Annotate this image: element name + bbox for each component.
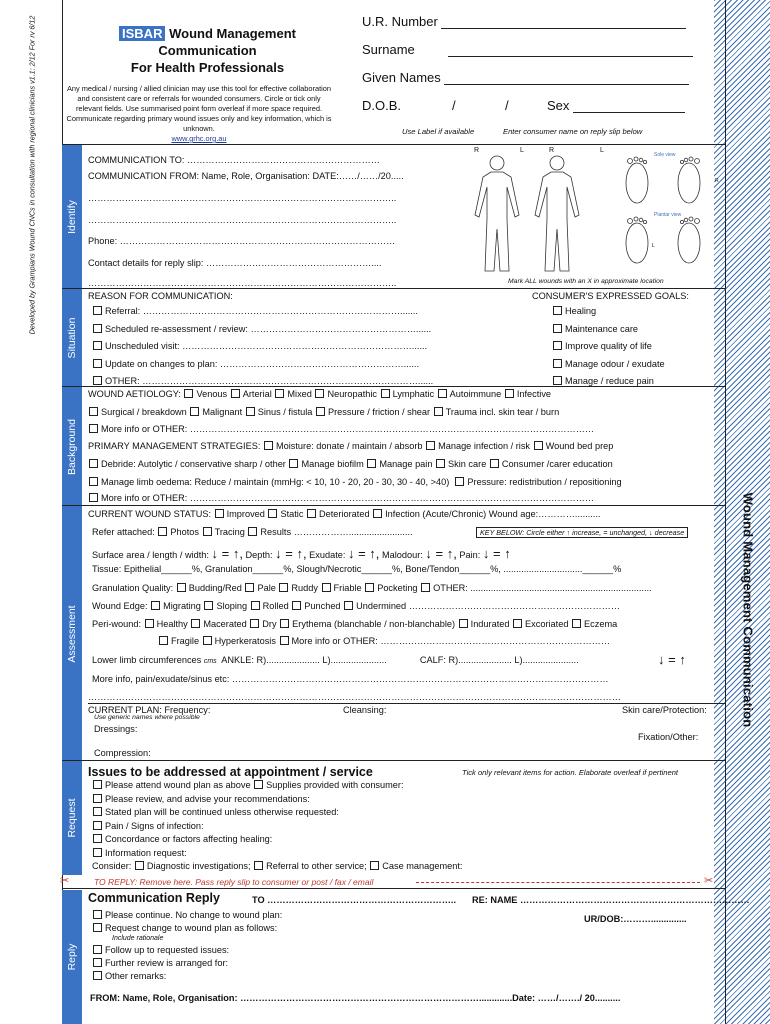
peri-option-0[interactable]: Healthy bbox=[144, 619, 188, 629]
aetiology-option-2[interactable]: Mixed bbox=[274, 389, 312, 399]
strategies-row-1: PRIMARY MANAGEMENT STRATEGIES: Moisture: donate / maintain / absorb Manage infection / risk Wound bed prep bbox=[88, 441, 614, 451]
reply-item-b-1[interactable]: Further review is arranged for: bbox=[92, 958, 228, 968]
strategy-option-b-1[interactable]: Manage biofilm bbox=[288, 459, 363, 469]
request-tab: Request bbox=[62, 761, 82, 875]
checkbox[interactable] bbox=[203, 527, 212, 536]
checkbox[interactable] bbox=[215, 509, 224, 518]
refer-option-0[interactable]: Photos bbox=[157, 527, 199, 537]
checkbox[interactable] bbox=[280, 636, 289, 645]
peri-option-6[interactable]: Eczema bbox=[571, 619, 617, 629]
back-right-label: R bbox=[549, 147, 555, 154]
label-note: Use Label if available bbox=[402, 127, 475, 136]
request-item-5[interactable]: Information request: bbox=[92, 848, 187, 858]
checkbox[interactable] bbox=[289, 459, 298, 468]
checkbox[interactable] bbox=[159, 636, 168, 645]
checkbox[interactable] bbox=[370, 861, 379, 870]
checkbox[interactable] bbox=[250, 619, 259, 628]
mark-wounds-note: Mark ALL wounds with an X in approximate location bbox=[508, 278, 664, 285]
plan-fixation[interactable]: Fixation/Other: bbox=[638, 732, 699, 742]
checkbox[interactable] bbox=[280, 619, 289, 628]
peri-option-5[interactable]: Excoriated bbox=[512, 619, 568, 629]
reason-option-4[interactable]: OTHER: ………………………………………………………………………………...... bbox=[92, 376, 433, 386]
checkbox[interactable] bbox=[307, 509, 316, 518]
title-line-1: Wound Management bbox=[169, 26, 296, 41]
checkbox[interactable] bbox=[231, 389, 240, 398]
checkbox[interactable] bbox=[93, 376, 102, 385]
limb-row[interactable]: Lower limb circumferences cms ANKLE: R)..................... L)...................... CALF: R)..................... L)...................... bbox=[92, 655, 579, 665]
consider-option-1[interactable]: Referral to other service; bbox=[253, 861, 367, 871]
dotted-line[interactable]: ……………………………………………………………………………………….. bbox=[88, 215, 397, 225]
dotted-line[interactable]: ……………………………………………………………………………………….. bbox=[88, 193, 397, 203]
aetiology-option-0[interactable]: Venous bbox=[183, 389, 227, 399]
website-link[interactable]: www.grhc.org.au bbox=[171, 134, 227, 143]
checkbox[interactable] bbox=[505, 389, 514, 398]
checkbox[interactable] bbox=[93, 848, 102, 857]
checkbox[interactable] bbox=[373, 509, 382, 518]
checkbox[interactable] bbox=[367, 459, 376, 468]
checkbox[interactable] bbox=[145, 619, 154, 628]
checkbox[interactable] bbox=[248, 527, 257, 536]
edge-option-2[interactable]: Rolled bbox=[250, 601, 289, 611]
checkbox[interactable] bbox=[93, 306, 102, 315]
goal-option-2[interactable]: Improve quality of life bbox=[552, 341, 652, 351]
sole-view-label: Sole view bbox=[654, 152, 676, 158]
background-tab: Background bbox=[62, 387, 82, 506]
checkbox[interactable] bbox=[89, 407, 98, 416]
measure-1[interactable]: Depth: ↓ = ↑, bbox=[245, 546, 307, 561]
checkbox[interactable] bbox=[553, 306, 562, 315]
dob-slash-1: / bbox=[452, 98, 456, 113]
request-item-2[interactable]: Stated plan will be continued unless otherwise requested: bbox=[92, 807, 339, 817]
peri-option-4[interactable]: Indurated bbox=[458, 619, 510, 629]
reason-option-2[interactable]: Unscheduled visit: …………………………………………………………………...... bbox=[92, 341, 427, 351]
checkbox[interactable] bbox=[204, 601, 213, 610]
request-item-1[interactable]: Please review, and advise your recommendations: bbox=[92, 794, 310, 804]
granulation-option-2[interactable]: Ruddy bbox=[278, 583, 318, 593]
feet-diagram[interactable] bbox=[617, 155, 722, 267]
consider-option-0[interactable]: Diagnostic investigations; bbox=[134, 861, 251, 871]
strategy-option-2[interactable]: Wound bed prep bbox=[533, 441, 614, 451]
granulation-option-0[interactable]: Budding/Red bbox=[176, 583, 242, 593]
oedema-row: Manage limb oedema: Reduce / maintain (mmHg: < 10, 10 - 20, 20 - 30, 30 - 40, >40) Pressure: redistribution / repositioning bbox=[88, 477, 622, 487]
aetiology-option-b-3[interactable]: Pressure / friction / shear bbox=[315, 407, 430, 417]
checkbox[interactable] bbox=[203, 636, 212, 645]
checkbox[interactable] bbox=[177, 583, 186, 592]
checkbox[interactable] bbox=[93, 971, 102, 980]
reply-item-0[interactable]: Please continue. No change to wound plan: bbox=[92, 910, 282, 920]
checkbox[interactable] bbox=[93, 945, 102, 954]
checkbox[interactable] bbox=[275, 389, 284, 398]
checkbox[interactable] bbox=[279, 583, 288, 592]
edge-option-4[interactable]: Undermined …………………………………………………………… bbox=[343, 601, 620, 611]
checkbox[interactable] bbox=[553, 359, 562, 368]
checkbox[interactable] bbox=[534, 441, 543, 450]
dotted-line[interactable]: ……………………………………………………………………………………….. bbox=[88, 278, 397, 288]
title-line-3: For Health Professionals bbox=[130, 60, 285, 75]
request-section bbox=[62, 760, 726, 874]
back-left-label: L bbox=[600, 147, 604, 154]
checkbox[interactable] bbox=[315, 389, 324, 398]
checkbox[interactable] bbox=[344, 601, 353, 610]
reason-option-3[interactable]: Update on changes to plan: ……………………………………………………...... bbox=[92, 359, 419, 369]
refer-option-2[interactable]: Results ………………......................... bbox=[247, 527, 412, 537]
generic-names-note: Use generic names where possible bbox=[94, 714, 200, 721]
status-option-3[interactable]: Infection (Acute/Chronic) bbox=[372, 509, 486, 519]
plan-frequency[interactable]: CURRENT PLAN: Frequency: bbox=[88, 705, 211, 715]
goal-option-0[interactable]: Healing bbox=[552, 306, 596, 316]
dob-slash-2: / bbox=[505, 98, 509, 113]
aetiology-option-5[interactable]: Autoimmune bbox=[437, 389, 502, 399]
aetiology-option-1[interactable]: Arterial bbox=[230, 389, 272, 399]
request-title: Issues to be addressed at appointment / service bbox=[88, 765, 373, 779]
request-item-4[interactable]: Concordance or factors affecting healing: bbox=[92, 834, 272, 844]
checkbox[interactable] bbox=[184, 389, 193, 398]
checkbox[interactable] bbox=[572, 619, 581, 628]
body-diagram[interactable] bbox=[467, 153, 587, 275]
plan-compression[interactable]: Compression: bbox=[94, 748, 151, 758]
aetiology-option-6[interactable]: Infective bbox=[504, 389, 551, 399]
phone-field[interactable]: Phone: ……………………………………………………………………………… bbox=[88, 236, 396, 246]
plan-dressings[interactable]: Dressings: bbox=[94, 724, 138, 734]
more-info-row-2[interactable]: More info or OTHER: …………………………………………………………………………………………………………………… bbox=[88, 493, 594, 503]
strategy-option-b-0[interactable]: Debride: Autolytic / conservative sharp / other bbox=[88, 459, 286, 469]
reply-item-b-2[interactable]: Other remarks: bbox=[92, 971, 166, 981]
peri-option-3[interactable]: Erythema (blanchable / non-blanchable) bbox=[279, 619, 455, 629]
reply-item-1[interactable]: Request change to wound plan as follows: bbox=[92, 923, 277, 933]
aetiology-option-4[interactable]: Lymphatic bbox=[380, 389, 435, 399]
checkbox[interactable] bbox=[93, 834, 102, 843]
scissors-icon-left: ✂ bbox=[60, 875, 70, 887]
checkbox[interactable] bbox=[158, 527, 167, 536]
strategies-row-2 bbox=[88, 459, 613, 469]
granulation-option-5[interactable]: OTHER: ....................................................................... bbox=[420, 583, 652, 593]
checkbox[interactable] bbox=[553, 324, 562, 333]
peri-option-1[interactable]: Macerated bbox=[190, 619, 246, 629]
goal-option-1[interactable]: Maintenance care bbox=[552, 324, 638, 334]
checkbox[interactable] bbox=[93, 780, 102, 789]
checkbox[interactable] bbox=[513, 619, 522, 628]
reply-title: Communication Reply bbox=[88, 891, 220, 905]
dotted-line[interactable]: ………………………………………………………………………………………………………………………………………………………… bbox=[88, 692, 621, 702]
checkbox[interactable] bbox=[93, 341, 102, 350]
sex-field[interactable]: Sex bbox=[547, 98, 685, 113]
front-left-label: L bbox=[520, 147, 524, 154]
request-note: Tick only relevant items for action. Elaborate overleaf if pertinent bbox=[462, 768, 679, 777]
edge-option-1[interactable]: Sloping bbox=[203, 601, 247, 611]
identify-tab: Identify bbox=[62, 145, 82, 289]
checkbox[interactable] bbox=[254, 861, 263, 870]
checkbox[interactable] bbox=[381, 389, 390, 398]
checkbox[interactable] bbox=[93, 359, 102, 368]
status-option-1[interactable]: Static bbox=[267, 509, 303, 519]
strategy-option-b-3[interactable]: Skin care bbox=[435, 459, 486, 469]
identify-section bbox=[62, 144, 726, 288]
peri-option-2[interactable]: Dry bbox=[249, 619, 276, 629]
assessment-tab: Assessment bbox=[62, 506, 82, 761]
checkbox[interactable] bbox=[438, 389, 447, 398]
aetiology-option-b-4[interactable]: Trauma incl. skin tear / burn bbox=[433, 407, 560, 417]
isbar-badge: ISBAR bbox=[119, 26, 165, 41]
granulation-option-1[interactable]: Pale bbox=[244, 583, 275, 593]
checkbox[interactable] bbox=[245, 583, 254, 592]
reply-section bbox=[60, 874, 750, 1024]
goals-heading: CONSUMER'S EXPRESSED GOALS: bbox=[532, 291, 689, 301]
checkbox[interactable] bbox=[151, 601, 160, 610]
aetiology-option-b-2[interactable]: Sinus / fistula bbox=[245, 407, 313, 417]
wound-status-row: CURRENT WOUND STATUS: Improved Static Deteriorated Infection (Acute/Chronic) Wound age:………….......... bbox=[88, 509, 601, 519]
measures-row bbox=[92, 546, 511, 561]
form-description: Any medical / nursing / allied clinician may use this tool for effective collaboration and consistent care or referrals for wounded consumers. Circle or tick only relevant fields. Use summarised point form overleaf if more space required. Communicate regarding primary wound issues only and key information, which is unknown. www.grhc.org.au bbox=[66, 84, 332, 143]
strategy-option-0[interactable]: Moisture: donate / maintain / absorb bbox=[263, 441, 423, 451]
peri-wound-row-2 bbox=[158, 636, 610, 646]
peri-wound-row: Peri-wound: Healthy Macerated Dry Erythema (blanchable / non-blanchable) Indurated Excoriated Eczema bbox=[92, 619, 618, 629]
measure-3[interactable]: Malodour: ↓ = ↑, bbox=[381, 546, 457, 561]
tissue-row[interactable]: Tissue: Epithelial______%, Granulation______%, Slough/Necrotic______%, Bone/Tendon______%, ...............................______% bbox=[92, 564, 622, 574]
dob-field[interactable]: D.O.B. bbox=[362, 98, 402, 113]
reply-item-b-0[interactable]: Follow up to requested issues: bbox=[92, 945, 229, 955]
checkbox[interactable] bbox=[459, 619, 468, 628]
goal-option-3[interactable]: Manage odour / exudate bbox=[552, 359, 665, 369]
strategy-option-b-2[interactable]: Manage pain bbox=[366, 459, 432, 469]
measure-4[interactable]: Pain: ↓ = ↑ bbox=[459, 546, 511, 561]
aetiology-option-b-1[interactable]: Malignant bbox=[189, 407, 242, 417]
checkbox[interactable] bbox=[421, 583, 430, 592]
situation-section bbox=[62, 288, 726, 386]
checkbox[interactable] bbox=[264, 441, 273, 450]
include-rationale-note: Include rationale bbox=[112, 935, 164, 942]
edge-option-3[interactable]: Punched bbox=[291, 601, 340, 611]
consider-option-2[interactable]: Case management: bbox=[369, 861, 462, 871]
checkbox[interactable] bbox=[191, 619, 200, 628]
granulation-option-3[interactable]: Friable bbox=[321, 583, 362, 593]
granulation-option-4[interactable]: Pocketing bbox=[364, 583, 417, 593]
edge-option-0[interactable]: Migrating bbox=[150, 601, 201, 611]
aetiology-row-1: WOUND AETIOLOGY: Venous Arterial Mixed Neuropathic Lymphatic Autoimmune Infective bbox=[88, 389, 552, 399]
status-option-2[interactable]: Deteriorated bbox=[306, 509, 370, 519]
cut-line bbox=[416, 882, 700, 883]
reply-re-field[interactable]: RE: NAME ………………………………………………………………… bbox=[472, 895, 750, 905]
more-info-row[interactable]: More info or OTHER: …………………………………………………………………………………………………………………… bbox=[88, 424, 594, 434]
reason-option-1[interactable]: Scheduled re-assessment / review: ………………………………………………...... bbox=[92, 324, 431, 334]
peri-option-b-0[interactable]: Fragile bbox=[158, 636, 199, 646]
surname-field[interactable]: Surname bbox=[362, 42, 693, 57]
checkbox[interactable] bbox=[93, 821, 102, 830]
form-title bbox=[90, 25, 325, 76]
reason-option-0[interactable]: Referral: …………………………………………………………………………....... bbox=[92, 306, 418, 316]
status-option-0[interactable]: Improved bbox=[214, 509, 265, 519]
assessment-section bbox=[62, 505, 726, 760]
front-right-label: R bbox=[474, 147, 480, 154]
limb-arrows[interactable]: ↓ = ↑ bbox=[658, 652, 686, 667]
checkbox[interactable] bbox=[316, 407, 325, 416]
refer-option-1[interactable]: Tracing bbox=[202, 527, 245, 537]
strategy-option-1[interactable]: Manage infection / risk bbox=[425, 441, 530, 451]
foot-right-label: R bbox=[715, 178, 719, 184]
measure-2[interactable]: Exudate: ↓ = ↑, bbox=[309, 546, 380, 561]
checkbox[interactable] bbox=[93, 324, 102, 333]
developed-by-note: Developed by Grampians Wound CNCs in consultation with regional clinicians v1.1: 2/12 For rv 6/12 bbox=[27, 15, 37, 335]
checkbox[interactable] bbox=[251, 601, 260, 610]
checkbox[interactable] bbox=[246, 407, 255, 416]
checkbox[interactable] bbox=[490, 459, 499, 468]
contact-details-field[interactable]: Contact details for reply slip: ……………………………………………….... bbox=[88, 258, 382, 268]
background-section bbox=[62, 386, 726, 505]
aetiology-option-3[interactable]: Neuropathic bbox=[314, 389, 377, 399]
request-item-0[interactable]: Please attend wound plan as above bbox=[92, 780, 251, 790]
supplies-option[interactable]: Supplies provided with consumer: bbox=[253, 780, 403, 790]
vertical-form-title: Wound Management Communication bbox=[740, 492, 756, 728]
request-item-3[interactable]: Pain / Signs of infection: bbox=[92, 821, 204, 831]
checkbox[interactable] bbox=[93, 794, 102, 803]
consumer-note: Enter consumer name on reply slip below bbox=[503, 127, 643, 136]
reply-tab: Reply bbox=[62, 890, 82, 1024]
checkbox[interactable] bbox=[93, 958, 102, 967]
checkbox[interactable] bbox=[553, 376, 562, 385]
goal-option-4[interactable]: Manage / reduce pain bbox=[552, 376, 654, 386]
given-names-field[interactable]: Given Names bbox=[362, 70, 689, 85]
checkbox[interactable] bbox=[190, 407, 199, 416]
checkbox[interactable] bbox=[93, 923, 102, 932]
more-info-field[interactable]: More info, pain/exudate/sinus etc: …………………………………………………………………………………………………………… bbox=[92, 674, 609, 684]
peri-option-b-2[interactable]: More info or OTHER: ………………………………………………………………… bbox=[279, 636, 611, 646]
cut-note: TO REPLY: Remove here. Pass reply slip to consumer or post / fax / email bbox=[94, 877, 374, 887]
plan-cleansing[interactable]: Cleansing: bbox=[343, 705, 387, 715]
plan-skin-care[interactable]: Skin care/Protection: bbox=[622, 705, 707, 715]
reply-to-field[interactable]: TO …………………………………………………….. bbox=[252, 895, 456, 905]
key-box: KEY BELOW: Circle either ↑ increase, = unchanged, ↓ decrease bbox=[476, 527, 688, 537]
wound-edge-row: Wound Edge: Migrating Sloping Rolled Punched Undermined …………………………………………………………… bbox=[92, 601, 621, 611]
peri-option-b-1[interactable]: Hyperkeratosis bbox=[202, 636, 276, 646]
foot-left-label: L bbox=[652, 243, 655, 249]
title-line-2: Communication bbox=[158, 43, 257, 58]
aetiology-row-2 bbox=[88, 407, 559, 417]
checkbox[interactable] bbox=[268, 509, 277, 518]
checkbox[interactable] bbox=[426, 441, 435, 450]
checkbox[interactable] bbox=[93, 807, 102, 816]
checkbox[interactable] bbox=[89, 459, 98, 468]
situation-tab: Situation bbox=[62, 289, 82, 387]
communication-from[interactable]: COMMUNICATION FROM: Name, Role, Organisation: DATE:……/……/20..... bbox=[88, 171, 404, 181]
checkbox[interactable] bbox=[254, 780, 263, 789]
strategy-option-b-4[interactable]: Consumer /carer education bbox=[489, 459, 613, 469]
plantar-view-label: Plantar view bbox=[654, 212, 682, 218]
checkbox[interactable] bbox=[322, 583, 331, 592]
checkbox[interactable] bbox=[553, 341, 562, 350]
reply-urdob-field[interactable]: UR/DOB:……….............. bbox=[584, 914, 687, 924]
checkbox[interactable] bbox=[434, 407, 443, 416]
checkbox[interactable] bbox=[135, 861, 144, 870]
refer-row: Refer attached: Photos Tracing Results ………………......................... bbox=[92, 527, 413, 537]
scissors-icon-right: ✂ bbox=[704, 875, 714, 887]
reply-from-field[interactable]: FROM: Name, Role, Organisation: …………………………………………………………………….............Date: ……/……./ 20.......... bbox=[90, 993, 621, 1003]
consider-row: Consider: Diagnostic investigations; Referral to other service; Case management: bbox=[92, 861, 463, 871]
checkbox[interactable] bbox=[292, 601, 301, 610]
checkbox[interactable] bbox=[365, 583, 374, 592]
ur-number-field[interactable]: U.R. Number bbox=[362, 14, 686, 29]
reason-heading: REASON FOR COMMUNICATION: bbox=[88, 291, 233, 301]
checkbox[interactable] bbox=[93, 910, 102, 919]
measure-0[interactable]: Surface area / length / width: ↓ = ↑, bbox=[92, 546, 243, 561]
granulation-row: Granulation Quality: Budding/Red Pale Ruddy Friable Pocketing OTHER: ....................................................................... bbox=[92, 583, 652, 593]
communication-to[interactable]: COMMUNICATION TO: ……………………………………………………… bbox=[88, 155, 380, 165]
aetiology-option-b-0[interactable]: Surgical / breakdown bbox=[88, 407, 187, 417]
checkbox[interactable] bbox=[436, 459, 445, 468]
